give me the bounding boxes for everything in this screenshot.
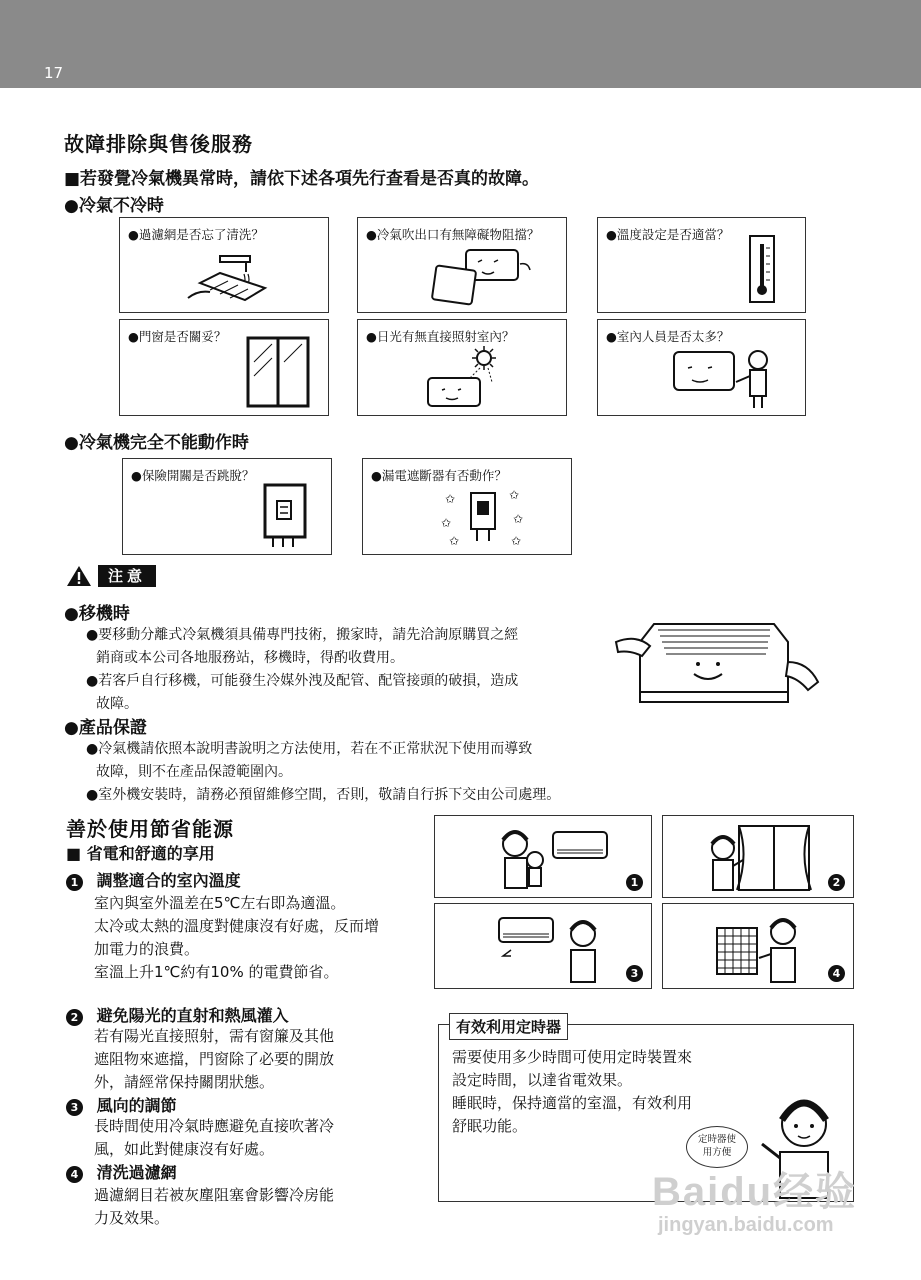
carried-ac-illustration [614, 622, 824, 708]
tip-title: 風向的調節 [96, 1096, 177, 1115]
number-badge: 4 [66, 1166, 83, 1183]
tip-line: 加電力的浪費。 [94, 940, 200, 958]
moving-paragraph [86, 624, 606, 716]
svg-text:✩: ✩ [511, 534, 522, 548]
warranty-paragraph [86, 738, 646, 807]
window-icon [244, 332, 312, 410]
tip-line: 力及效果。 [94, 1209, 170, 1227]
warranty-line: ●室外機安裝時，請務必預留維修空間，否則，敬請自行拆下交由公司處理。 [86, 787, 561, 803]
energy-subtitle: ■ 省電和舒適的享用 [66, 844, 215, 863]
bubble-text: 定時器使 [697, 1134, 736, 1145]
heading-not-cool: ●冷氣不冷時 [64, 196, 164, 216]
leakage-breaker-icon [439, 483, 529, 549]
warranty-line: 故障，則不在產品保證範圍內。 [96, 764, 292, 780]
check-card-sunlight [357, 319, 567, 416]
tip-line: 風，如此對健康沒有好處。 [94, 1140, 275, 1158]
energy-figure-1 [434, 815, 652, 898]
timer-tip-title: 有效利用定時器 [449, 1013, 568, 1040]
warranty-line: ●冷氣機請依照本說明書說明之方法使用，若在不正常狀況下使用而導致 [86, 741, 533, 757]
moving-line: ●若客戶自行移機，可能發生冷媒外洩及配管、配管接頭的破損，造成 [86, 673, 519, 689]
energy-figure-4 [662, 903, 854, 989]
blocked-ac-icon [428, 244, 538, 308]
tip-heading-4 [66, 1160, 177, 1183]
tip-line: 室內與室外溫差在5℃左右即為適溫。 [94, 894, 346, 912]
check-card-label: ●漏電遮斷器有否動作？ [371, 468, 507, 483]
crowded-room-icon [668, 344, 778, 412]
check-card-label: ●過濾網是否忘了清洗？ [128, 227, 264, 242]
sun-on-ac-icon [418, 344, 508, 412]
check-card-label: ●門窗是否關妥？ [128, 329, 227, 344]
tip-line: 若有陽光直接照射，需有窗簾及其他 [94, 1027, 335, 1045]
tip-body-3 [94, 1115, 404, 1161]
figure-number-4: 4 [828, 965, 845, 982]
moving-line: ●要移動分離式冷氣機須具備專門技術，搬家時，請先洽詢原購買之經 [86, 627, 519, 643]
timer-line: 舒眠功能。 [452, 1117, 528, 1135]
check-card-leakage [362, 458, 572, 555]
page-number: 17 [44, 64, 64, 82]
check-card-label: ●冷氣吹出口有無障礙物阻擋？ [366, 227, 540, 242]
tip-heading-3 [66, 1093, 177, 1116]
family-with-ac-icon [495, 822, 615, 892]
svg-text:✩: ✩ [441, 516, 452, 530]
tip-body-4 [94, 1184, 404, 1230]
section-title-energy: 善於使用節省能源 [66, 817, 234, 841]
figure-number-1: 1 [626, 874, 643, 891]
check-card-temp [597, 217, 806, 313]
tip-line: 外，請經常保持關閉狀態。 [94, 1073, 275, 1091]
tip-heading-2 [66, 1003, 289, 1026]
watermark-url: jingyan.baidu.com [658, 1214, 834, 1236]
filter-wash-icon [180, 248, 290, 308]
tip-body-1 [94, 892, 439, 984]
energy-figure-3 [434, 903, 652, 989]
figure-number-2: 2 [828, 874, 845, 891]
tip-body-2 [94, 1025, 404, 1094]
tip-line: 室溫上升1℃約有10% 的電費節省。 [94, 963, 339, 981]
energy-figure-2 [662, 815, 854, 898]
check-card-filter [119, 217, 329, 313]
timer-line: 設定時間，以達省電效果。 [452, 1071, 633, 1089]
moving-line: 銷商或本公司各地服務站，移機時，得酌收費用。 [96, 650, 404, 666]
header-bar [0, 0, 921, 88]
check-card-label: ●保險開關是否跳脫？ [131, 468, 255, 483]
tip-line: 過濾網目若被灰塵阻塞會影響冷房能 [94, 1186, 335, 1204]
breaker-box-icon [259, 481, 315, 551]
troubleshoot-intro: ■若發覺冷氣機異常時，請依下述各項先行查看是否真的故障。 [64, 169, 540, 189]
caution-label: 注意 [98, 565, 156, 587]
curtain-window-icon [703, 822, 813, 892]
check-card-breaker [122, 458, 332, 555]
svg-text:✩: ✩ [513, 512, 524, 526]
check-card-window [119, 319, 329, 416]
filter-cleaning-icon [713, 910, 823, 984]
section-title-troubleshoot: 故障排除與售後服務 [64, 132, 253, 156]
tip-line: 太冷或太熱的溫度對健康沒有好處，反而增 [94, 917, 380, 935]
watermark-brand: Baidu经验 [652, 1170, 858, 1214]
heading-moving: ●移機時 [64, 604, 130, 624]
warning-triangle-icon [66, 565, 92, 587]
svg-text:✩: ✩ [509, 488, 520, 502]
timer-line: 睡眠時，保持適當的室溫，有效利用 [452, 1094, 693, 1112]
tip-line: 長時間使用冷氣時應避免直接吹著冷 [94, 1117, 335, 1135]
tip-title: 避免陽光的直射和熱風灌入 [96, 1006, 289, 1025]
timer-line: 需要使用多少時間可使用定時裝置來 [452, 1048, 693, 1066]
svg-text:✩: ✩ [449, 534, 460, 548]
tip-title: 清洗過濾網 [96, 1163, 177, 1182]
moving-line: 故障。 [96, 696, 138, 712]
check-card-outlet [357, 217, 567, 313]
check-card-label: ●日光有無直接照射室內？ [366, 329, 515, 344]
check-card-label: ●室內人員是否太多？ [606, 329, 730, 344]
number-badge: 2 [66, 1009, 83, 1026]
svg-text:✩: ✩ [445, 492, 456, 506]
check-card-label: ●溫度設定是否適當？ [606, 227, 730, 242]
timer-tip-body [452, 1046, 752, 1138]
bubble-text: 用方便 [702, 1147, 732, 1158]
number-badge: 3 [66, 1099, 83, 1116]
tip-line: 遮阻物來遮擋，門窗除了必要的開放 [94, 1050, 335, 1068]
heading-warranty: ●產品保證 [64, 718, 147, 738]
tip-title: 調整適合的室內溫度 [96, 871, 241, 890]
heading-not-work: ●冷氣機完全不能動作時 [64, 433, 249, 453]
thermometer-icon [746, 234, 780, 306]
ac-airflow-person-icon [495, 910, 615, 984]
figure-number-3: 3 [626, 965, 643, 982]
number-badge: 1 [66, 874, 83, 891]
check-card-people [597, 319, 806, 416]
tip-heading-1 [66, 868, 241, 891]
